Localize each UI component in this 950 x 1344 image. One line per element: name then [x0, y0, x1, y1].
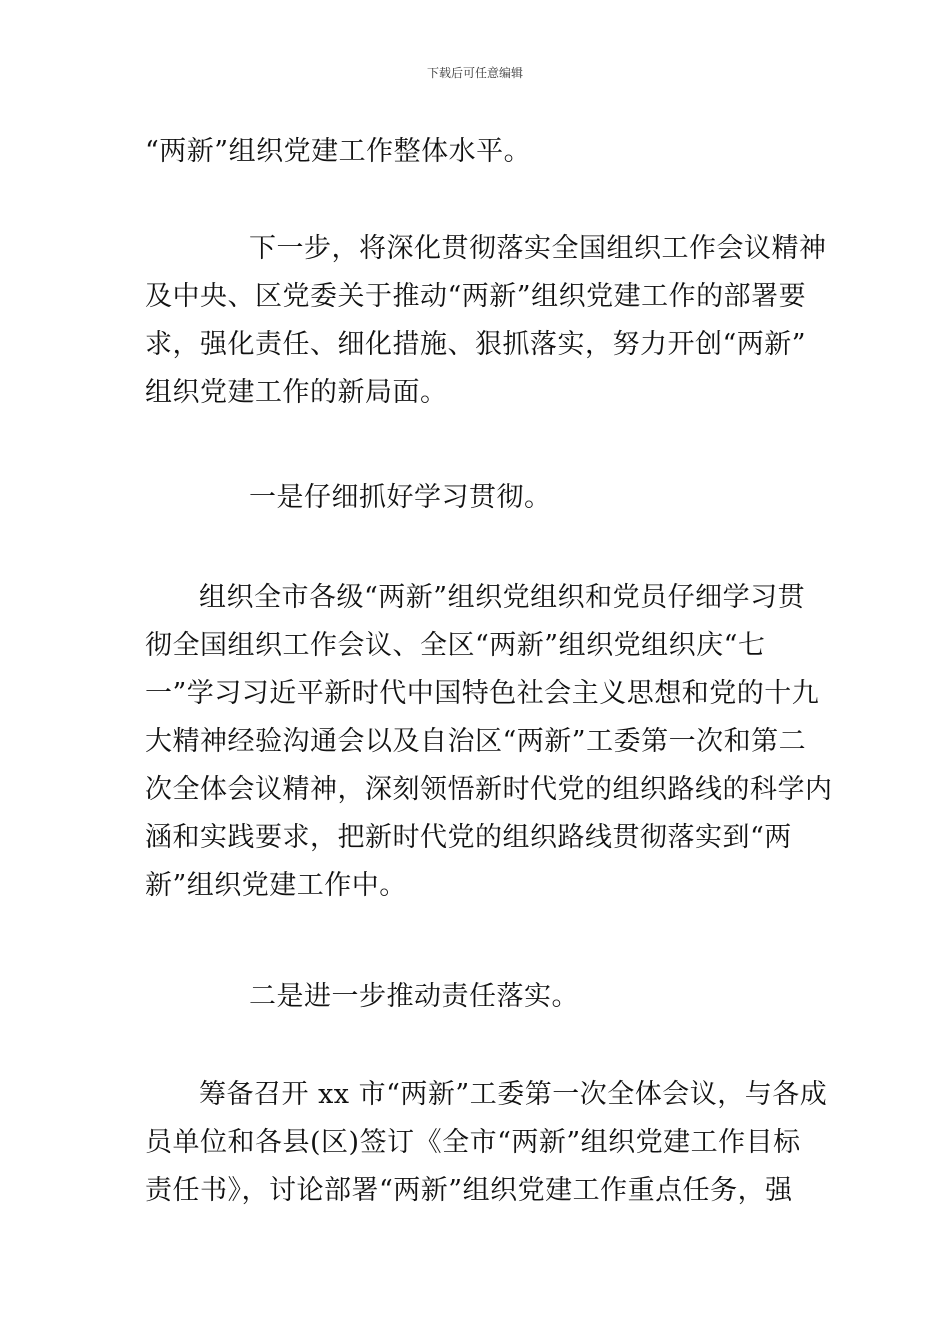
paragraph-4 — [145, 1071, 828, 1215]
text-line: 员单位和各县(区)签订《全市“两新”组织党建工作目标 — [145, 1127, 801, 1158]
text-line: 彻全国组织工作会议、全区“两新”组织党组织庆“七 — [145, 630, 766, 661]
text-line: 组织全市各级“两新”组织党组织和党员仔细学习贯 — [199, 582, 806, 613]
paragraph-1 — [145, 128, 805, 176]
section-heading-1 — [145, 474, 805, 522]
text-line: 下一步，将深化贯彻落实全国组织工作会议精神 — [249, 233, 827, 264]
paragraph-2 — [145, 225, 827, 417]
text-line: 新”组织党建工作中。 — [145, 870, 407, 901]
text-line: 次全体会议精神，深刻领悟新时代党的组织路线的科学内 — [145, 774, 833, 805]
text-line: “两新”组织党建工作整体水平。 — [145, 136, 532, 167]
text-line: 涵和实践要求，把新时代党的组织路线贯彻落实到“两 — [145, 822, 792, 853]
text-line: 求，强化责任、细化措施、狠抓落实，努力开创“两新” — [145, 329, 807, 360]
page-header-note: 下载后可任意编辑 — [426, 66, 523, 80]
text-line: 二是进一步推动责任落实。 — [249, 981, 579, 1012]
text-line: 及中央、区党委关于推动“两新”组织党建工作的部署要 — [145, 281, 807, 312]
paragraph-3 — [145, 574, 833, 910]
section-heading-2 — [145, 973, 805, 1021]
text-line: 组织党建工作的新局面。 — [145, 377, 448, 408]
text-line: 大精神经验沟通会以及自治区“两新”工委第一次和第二 — [145, 726, 807, 757]
text-line: 一”学习习近平新时代中国特色社会主义思想和党的十九 — [145, 678, 820, 709]
text-line: 一是仔细抓好学习贯彻。 — [249, 482, 552, 513]
text-line: 筹备召开 xx 市“两新”工委第一次全体会议，与各成 — [199, 1079, 828, 1110]
text-line: 责任书》，讨论部署“两新”组织党建工作重点任务，强 — [145, 1175, 793, 1206]
